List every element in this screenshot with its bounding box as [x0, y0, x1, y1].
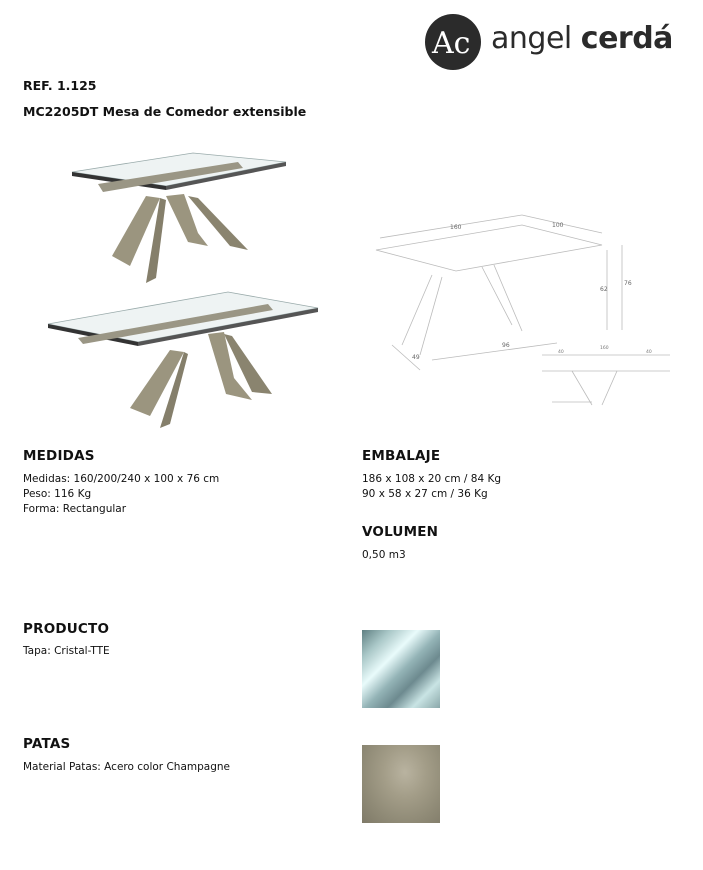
embalaje-line-2: 90 x 58 x 27 cm / 36 Kg	[362, 488, 488, 500]
medidas-line-shape: Forma: Rectangular	[23, 503, 127, 515]
product-photo-icon	[38, 138, 326, 438]
glass-swatch-icon	[362, 630, 440, 708]
volumen-heading: VOLUMEN	[362, 524, 439, 540]
dim-label-clearance: 62	[600, 286, 608, 293]
brand-wordmark	[491, 21, 673, 56]
producto-text: Tapa: Cristal-TTE	[23, 645, 110, 657]
steel-swatch-icon	[362, 745, 440, 823]
producto-heading: PRODUCTO	[23, 621, 110, 637]
dim-small-label-center: 160	[600, 346, 609, 351]
brand-logo	[424, 13, 686, 71]
monogram-text: Ac	[432, 26, 471, 61]
medidas-line-dimensions: Medidas: 160/200/240 x 100 x 76 cm	[23, 473, 220, 485]
volumen-value: 0,50 m3	[362, 549, 406, 561]
dimension-drawing-icon	[362, 205, 680, 415]
reference-number: REF. 1.125	[23, 78, 97, 93]
dim-label-depth: 49	[412, 354, 420, 361]
medidas-heading: MEDIDAS	[23, 448, 95, 464]
patas-text: Material Patas: Acero color Champagne	[23, 761, 230, 773]
monogram-icon	[424, 13, 482, 71]
embalaje-line-1: 186 x 108 x 20 cm / 84 Kg	[362, 473, 502, 485]
medidas-line-weight: Peso: 116 Kg	[23, 488, 92, 500]
brand-name-light: angel	[491, 21, 572, 56]
dim-small-label-right: 40	[646, 350, 652, 355]
dim-label-length: 160	[450, 224, 462, 231]
brand-name-bold: cerdá	[580, 21, 673, 56]
embalaje-heading: EMBALAJE	[362, 448, 441, 464]
dim-label-width: 100	[552, 222, 564, 229]
dim-label-height: 76	[624, 280, 632, 287]
product-title: MC2205DT Mesa de Comedor extensible	[23, 104, 307, 119]
dim-label-base: 96	[502, 342, 510, 349]
patas-heading: PATAS	[23, 736, 71, 752]
dim-small-label-left: 40	[558, 350, 564, 355]
